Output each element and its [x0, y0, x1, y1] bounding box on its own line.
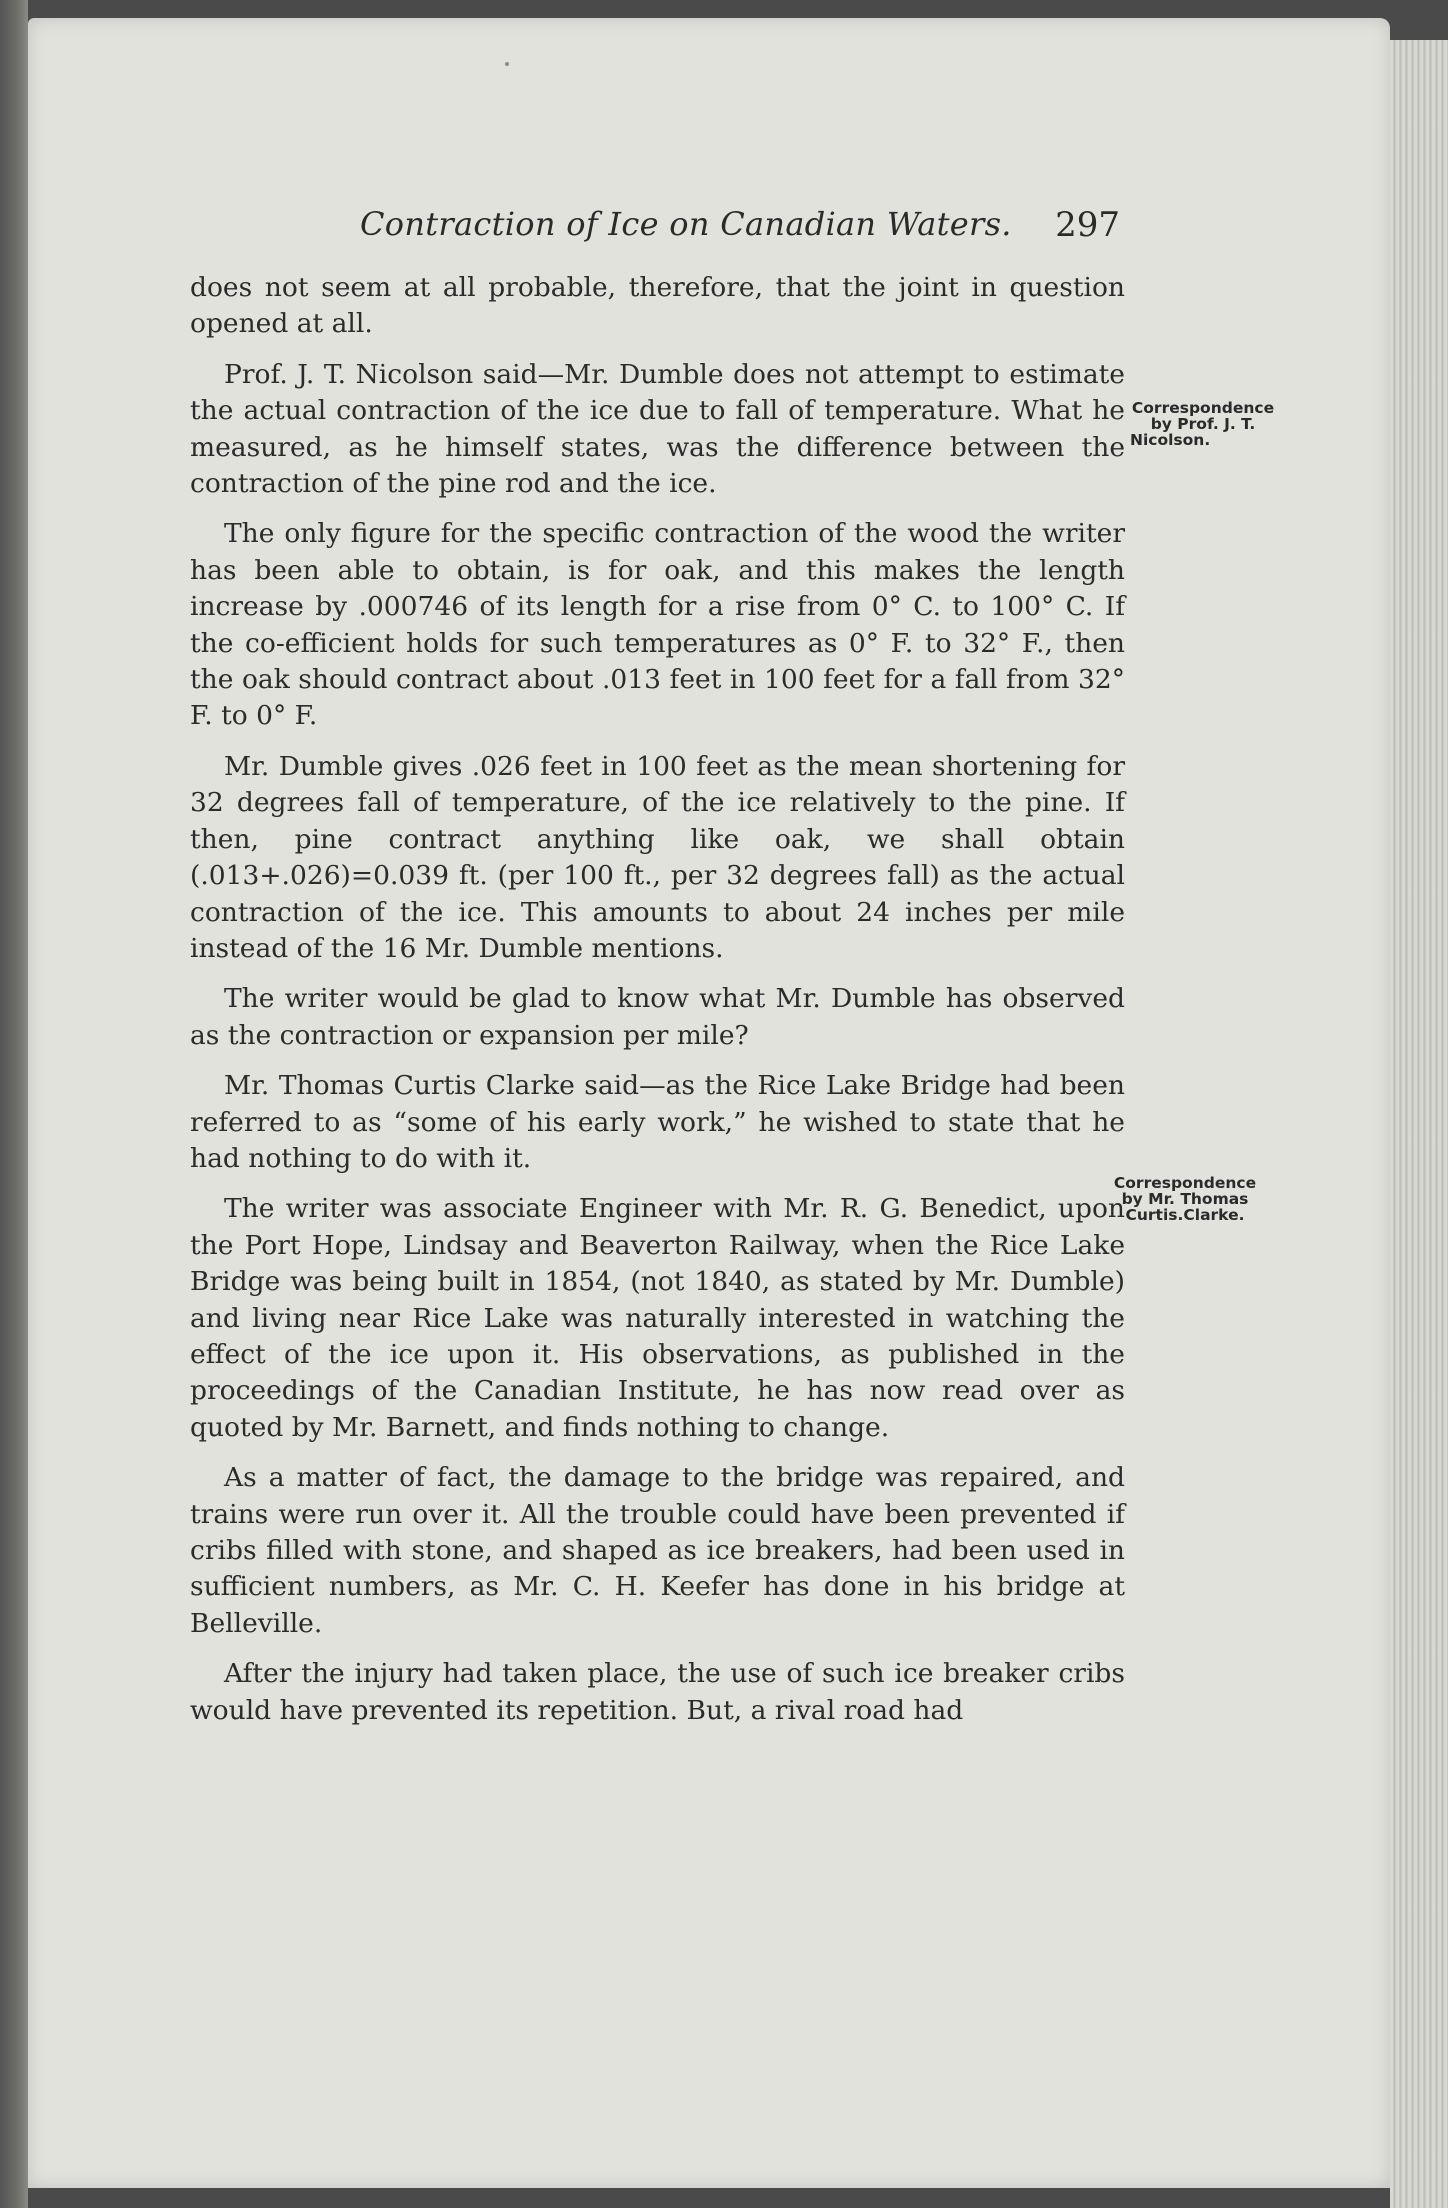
sidenote-clarke	[1110, 1175, 1260, 1223]
sidenote-nicolson	[1128, 400, 1278, 448]
paragraph-associate-engineer: The writer was associate Engineer with Mr. R. G. Benedict, upon the Port Hope, Lindsay and Beaverton Railway, when the Rice Lake Bridge was being built in 1854, (not 1840, as stated by Mr. Dumble) and living near Rice Lake was naturally interested in watching the effect of the ice upon it. His observations, as published in the proceedings of the Canadian Institute, he has now read over as quoted by Mr. Barnett, and finds nothing to change.	[190, 1193, 1125, 1443]
sidenote-line: by Mr. Thomas	[1121, 1190, 1249, 1208]
sidenote-line: Correspondence	[1113, 1174, 1257, 1192]
paragraph-nicolson: Prof. J. T. Nicolson said—Mr. Dumble does not attempt to estimate the actual contraction of the ice due to fall of temperature. What he measured, as he himself states, was the difference between the contraction of the pine rod and the ice.	[190, 358, 1125, 500]
paragraph-dumble-shortening: Mr. Dumble gives .026 feet in 100 feet as the mean shortening for 32 degrees fall of temperature, of the ice relatively to the pine. If then, pine contract anything like oak, we shall obtain (.013+.026)=0.039 ft. (per 100 ft., per 32 degrees fall) as the actual contraction of the ice. This amounts to about 24 inches per mile instead of the 16 Mr. Dumble mentions.	[190, 750, 1125, 964]
paragraph-continuation: does not seem at all probable, therefore, that the joint in question opened at all.	[190, 272, 1125, 340]
binding-shadow	[0, 0, 28, 2208]
sidenote-line: by Prof. J. T.	[1150, 415, 1256, 433]
sidenote-line: Curtis.Clarke.	[1125, 1206, 1245, 1224]
paragraph-after-injury: After the injury had taken place, the use of such ice breaker cribs would have prevented its repetition. But, a rival road had	[190, 1658, 1125, 1726]
paragraph-question: The writer would be glad to know what Mr. Dumble has observed as the contraction or expansion per mile?	[190, 983, 1125, 1051]
paragraph-damage-repaired: As a matter of fact, the damage to the bridge was repaired, and trains were run over it. All the trouble could have been prevented if cribs filled with stone, and shaped as ice breakers, had been used in sufficient numbers, as Mr. C. H. Keefer has done in his bridge at Belleville.	[190, 1462, 1125, 1639]
paragraph-oak-figure: The only figure for the specific contraction of the wood the writer has been able to obtain, is for oak, and this makes the length increase by .000746 of its length for a rise from 0° C. to 100° C. If the co-efficient holds for such temperatures as 0° F. to 32° F., then the oak should contract about .013 feet in 100 feet for a fall from 32° F. to 0° F.	[190, 518, 1125, 732]
running-title: Contraction of Ice on Canadian Waters.	[360, 205, 1012, 243]
page-number: 297	[1055, 205, 1120, 245]
ink-speck	[505, 62, 509, 66]
paragraph-clarke: Mr. Thomas Curtis Clarke said—as the Rice Lake Bridge had been referred to as “some of his early work,” he wished to state that he had nothing to do with it.	[190, 1070, 1125, 1174]
page-edge-stack	[1390, 40, 1448, 2208]
body-text	[190, 270, 1125, 1743]
page-header	[360, 205, 1120, 243]
sidenote-line: Correspondence	[1131, 399, 1275, 417]
sidenote-line: Nicolson.	[1130, 431, 1211, 449]
